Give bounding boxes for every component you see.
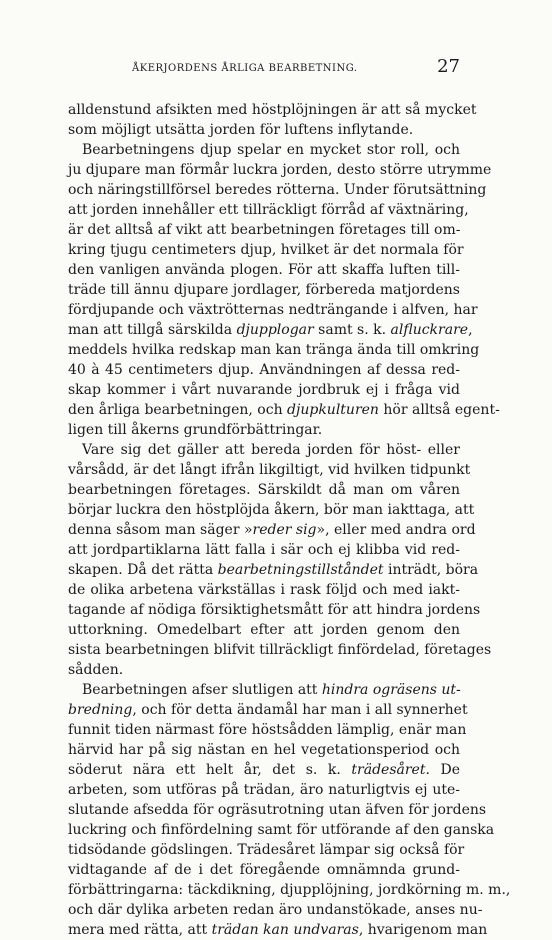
- text-line: sådden.: [68, 662, 124, 678]
- text-line: är det alltså af vikt att bearbetningen företages till om-: [68, 222, 461, 238]
- text-line: funnit tiden närmast före höstsådden lämplig, enär man: [68, 722, 467, 738]
- text-line: Bearbetningens djup spelar en mycket stor roll, och: [82, 142, 460, 158]
- text-line: Bearbetningen afser slutligen att hindra ogräsens ut-: [82, 682, 461, 698]
- text-line: skapen. Då det rätta bearbetningstillståndet inträdt, böra: [68, 562, 479, 578]
- text-line: 40 à 45 centimeters djup. Användningen af dessa red-: [68, 362, 460, 378]
- text-line: ju djupare man förmår luckra jorden, desto större utrymme: [68, 162, 492, 178]
- text-line: uttorkning. Omedelbart efter att jorden genom den: [68, 622, 460, 638]
- text-line: vidtagande af de i det föregående omnämnda grund-: [68, 862, 460, 878]
- text-line: att jordpartiklarna lätt falla i sär och ej klibba vid red-: [68, 542, 460, 558]
- text-line: luckring och finfördelning samt för utförande af den ganska: [68, 822, 495, 838]
- text-line: denna såsom man säger »reder sig», eller med andra ord: [68, 522, 476, 538]
- body-text: [68, 100, 511, 940]
- text-line: bearbetningen företages. Särskildt då man om våren: [68, 482, 460, 498]
- text-line: slutande afsedda för ogräsutrotning utan äfven för jordens: [68, 802, 487, 818]
- text-line: tagande af nödiga försiktighetsmått för att hindra jordens: [68, 602, 481, 618]
- text-line: ligen till åkerns grundförbättringar.: [68, 422, 323, 438]
- text-line: alldenstund afsikten med höstplöjningen är att så mycket: [68, 102, 477, 118]
- page-number: 27: [437, 56, 460, 77]
- text-line: tidsödande gödslingen. Trädesåret lämpar sig också för: [68, 842, 465, 858]
- text-line: träde till ännu djupare jordlager, förbereda matjordens: [68, 282, 460, 298]
- text-line: mera med rätta, att trädan kan undvaras, hvarigenom man: [68, 922, 488, 938]
- text-line: sista bearbetningen blifvit tillräckligt finfördelad, företages: [68, 642, 492, 658]
- text-line: skap kommer i vårt nuvarande jordbruk ej i fråga vid: [68, 382, 460, 398]
- page-header: [70, 56, 460, 84]
- text-line: förbättringarna: täckdikning, djupplöjning, jordkörning m. m.,: [68, 882, 511, 898]
- running-head: ÅKERJORDENS ÅRLIGA BEARBETNING.: [132, 63, 358, 74]
- text-line: härvid har på sig nästan en hel vegetationsperiod och: [68, 742, 460, 758]
- text-line: Vare sig det gäller att bereda jorden för höst- eller: [82, 442, 460, 458]
- text-line: som möjligt utsätta jorden för luftens inflytande.: [68, 122, 414, 138]
- text-line: och näringstillförsel beredes rötterna. Under förutsättning: [68, 182, 487, 198]
- text-line: börjar luckra den höstplöjda åkern, bör man iakttaga, att: [68, 502, 475, 518]
- text-line: och där dylika arbeten redan äro undanstökade, anses nu-: [68, 902, 483, 918]
- text-line: bredning, och för detta ändamål har man i all synnerhet: [68, 702, 468, 718]
- text-line: den vanligen använda plogen. För att skaffa luften till-: [68, 262, 460, 278]
- text-line: att jorden innehåller ett tillräckligt förråd af växtnäring,: [68, 202, 469, 218]
- text-line: arbeten, som utföras på trädan, äro naturligtvis ej ute-: [68, 782, 460, 798]
- text-line: man att tillgå särskilda djupplogar samt s. k. alfluckrare,: [68, 322, 473, 338]
- text-line: meddels hvilka redskap man kan tränga ända till omkring: [68, 342, 480, 358]
- text-line: vårsådd, är det långt ifrån likgiltigt, vid hvilken tidpunkt: [68, 462, 471, 478]
- text-line: de olika arbetena värkställas i rask följd och med iakt-: [68, 582, 460, 598]
- text-line: kring tjugu centimeters djup, hvilket är det normala för: [68, 242, 464, 258]
- text-line: söderut nära ett helt år, det s. k. trädesåret. De: [68, 762, 460, 778]
- text-line: den årliga bearbetningen, och djupkulturen hör alltså egent-: [68, 402, 500, 418]
- text-line: fördjupande och växtrötternas nedträngande i alfven, har: [68, 302, 478, 318]
